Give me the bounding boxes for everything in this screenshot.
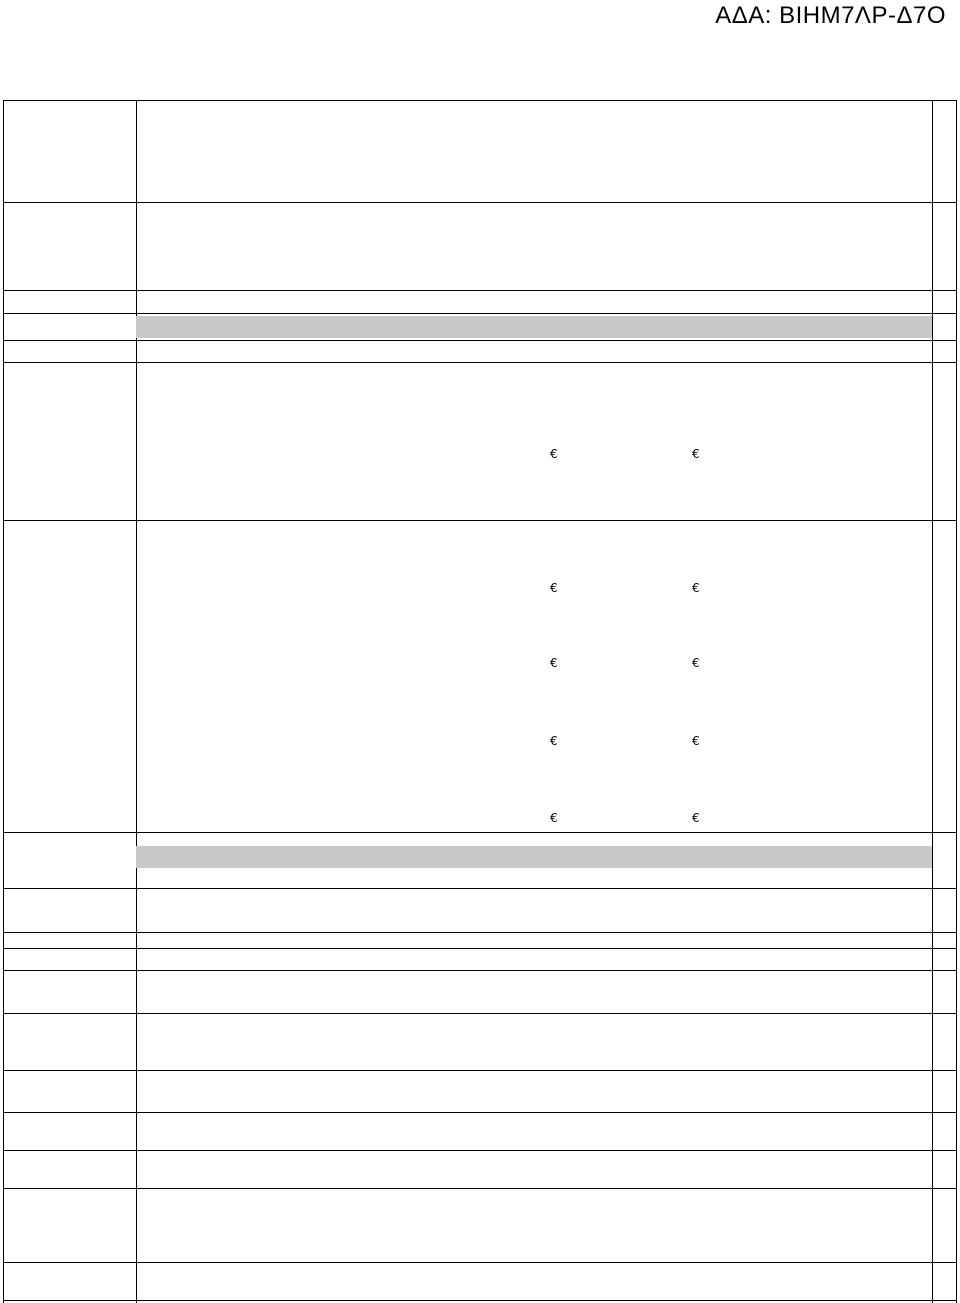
euro-sign: € (692, 656, 700, 670)
grid-hline (3, 1112, 956, 1113)
grid-hline (3, 1300, 956, 1301)
grid-line-col-code (136, 100, 137, 1303)
euro-sign: € (550, 656, 558, 670)
grid-hline (3, 1070, 956, 1071)
grid-hline (3, 290, 956, 291)
grid-hline (3, 932, 956, 933)
grid-hline (3, 202, 956, 203)
euro-sign: € (692, 734, 700, 748)
grid-hline (3, 948, 956, 949)
grid-line-left (3, 100, 4, 1303)
euro-sign: € (550, 447, 558, 461)
grid-hline (3, 100, 956, 101)
grid-line-cutoff (932, 100, 933, 1303)
grid-hline (3, 362, 956, 363)
grid-hline (3, 520, 956, 521)
grid-hline (3, 832, 956, 833)
total-band (136, 316, 932, 338)
grid-hline (3, 888, 956, 889)
euro-sign: € (692, 811, 700, 825)
grid-hline (3, 1188, 956, 1189)
grid-hline (3, 1013, 956, 1014)
grid-line-right (956, 100, 957, 1303)
total-band (136, 846, 932, 868)
grid-hline (3, 1262, 956, 1263)
euro-sign: € (550, 581, 558, 595)
grid-hline (3, 313, 956, 314)
grid-hline (3, 340, 956, 341)
euro-sign: € (550, 811, 558, 825)
euro-sign: € (692, 447, 700, 461)
euro-sign: € (692, 581, 700, 595)
ada-header: ΑΔΑ: ΒΙΗΜ7ΛΡ-Δ7Ο (715, 2, 946, 29)
grid-hline (3, 970, 956, 971)
grid-hline (3, 1150, 956, 1151)
euro-sign: € (550, 734, 558, 748)
